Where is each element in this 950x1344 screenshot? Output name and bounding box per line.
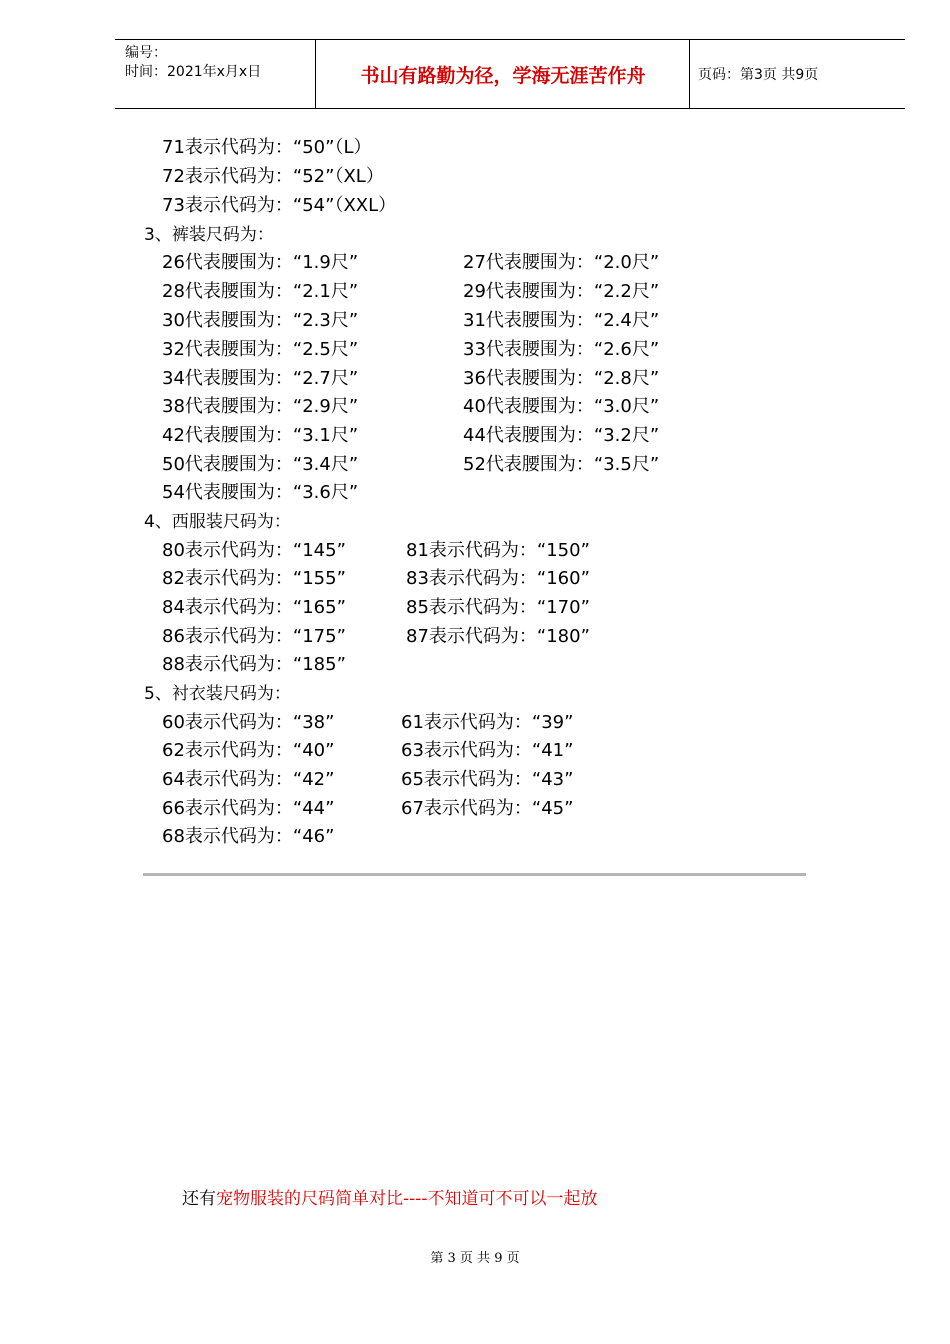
size-line: 52代表腰围为：“3.5尺” xyxy=(463,454,660,475)
size-line: 85表示代码为：“170” xyxy=(406,597,590,618)
size-line: 27代表腰围为：“2.0尺” xyxy=(463,252,660,273)
section-title-shirt: 5、衬衣装尺码为： xyxy=(144,684,291,704)
page-footer: 第 3 页 共 9 页 xyxy=(430,1251,520,1266)
size-line: 66表示代码为：“44” xyxy=(162,798,335,819)
size-line: 67表示代码为：“45” xyxy=(401,798,574,819)
size-line: 34代表腰围为：“2.7尺” xyxy=(162,368,359,389)
header-page-label: 页码：第3页 共9页 xyxy=(698,67,819,83)
size-line: 31代表腰围为：“2.4尺” xyxy=(463,310,660,331)
size-line: 65表示代码为：“43” xyxy=(401,769,574,790)
size-line: 38代表腰围为：“2.9尺” xyxy=(162,396,359,417)
size-line: 44代表腰围为：“3.2尺” xyxy=(463,425,660,446)
size-line: 29代表腰围为：“2.2尺” xyxy=(463,281,660,302)
size-line: 87表示代码为：“180” xyxy=(406,626,590,647)
size-line: 61表示代码为：“39” xyxy=(401,712,574,733)
pet-size-note xyxy=(182,1184,598,1209)
number-label: 编号： xyxy=(125,45,167,61)
size-line: 72表示代码为：“52”（XL） xyxy=(162,166,384,187)
size-line: 33代表腰围为：“2.6尺” xyxy=(463,339,660,360)
size-line: 83表示代码为：“160” xyxy=(406,568,590,589)
size-line: 68表示代码为：“46” xyxy=(162,826,335,847)
time-label: 时间：2021年x月x日 xyxy=(125,64,262,80)
section-title-pants: 3、裤装尺码为： xyxy=(144,225,274,245)
header-motto: 书山有路勤为径，学海无涯苦作舟 xyxy=(360,64,646,87)
size-line: 30代表腰围为：“2.3尺” xyxy=(162,310,359,331)
size-line: 60表示代码为：“38” xyxy=(162,712,335,733)
section-title-suit: 4、西服装尺码为： xyxy=(144,512,291,532)
header-meta xyxy=(125,44,261,82)
size-line: 32代表腰围为：“2.5尺” xyxy=(162,339,359,360)
size-line: 81表示代码为：“150” xyxy=(406,540,590,561)
size-line: 54代表腰围为：“3.6尺” xyxy=(162,482,359,503)
note-prefix: 还有 xyxy=(182,1189,216,1209)
size-line: 63表示代码为：“41” xyxy=(401,740,574,761)
size-line: 71表示代码为：“50”（L） xyxy=(162,137,372,158)
size-line: 73表示代码为：“54”（XXL） xyxy=(162,195,397,216)
note-highlight: 宠物服装的尺码简单对比----不知道可不可以一起放 xyxy=(216,1189,598,1209)
size-line: 42代表腰围为：“3.1尺” xyxy=(162,425,359,446)
size-line: 62表示代码为：“40” xyxy=(162,740,335,761)
size-line: 36代表腰围为：“2.8尺” xyxy=(463,368,660,389)
page-header xyxy=(115,39,905,109)
size-line: 80表示代码为：“145” xyxy=(162,540,346,561)
size-line: 82表示代码为：“155” xyxy=(162,568,346,589)
size-line: 28代表腰围为：“2.1尺” xyxy=(162,281,359,302)
size-line: 50代表腰围为：“3.4尺” xyxy=(162,454,359,475)
horizontal-rule xyxy=(143,873,806,876)
size-line: 86表示代码为：“175” xyxy=(162,626,346,647)
size-line: 26代表腰围为：“1.9尺” xyxy=(162,252,359,273)
size-line: 84表示代码为：“165” xyxy=(162,597,346,618)
size-line: 40代表腰围为：“3.0尺” xyxy=(463,396,660,417)
size-line: 88表示代码为：“185” xyxy=(162,654,346,675)
size-line: 64表示代码为：“42” xyxy=(162,769,335,790)
